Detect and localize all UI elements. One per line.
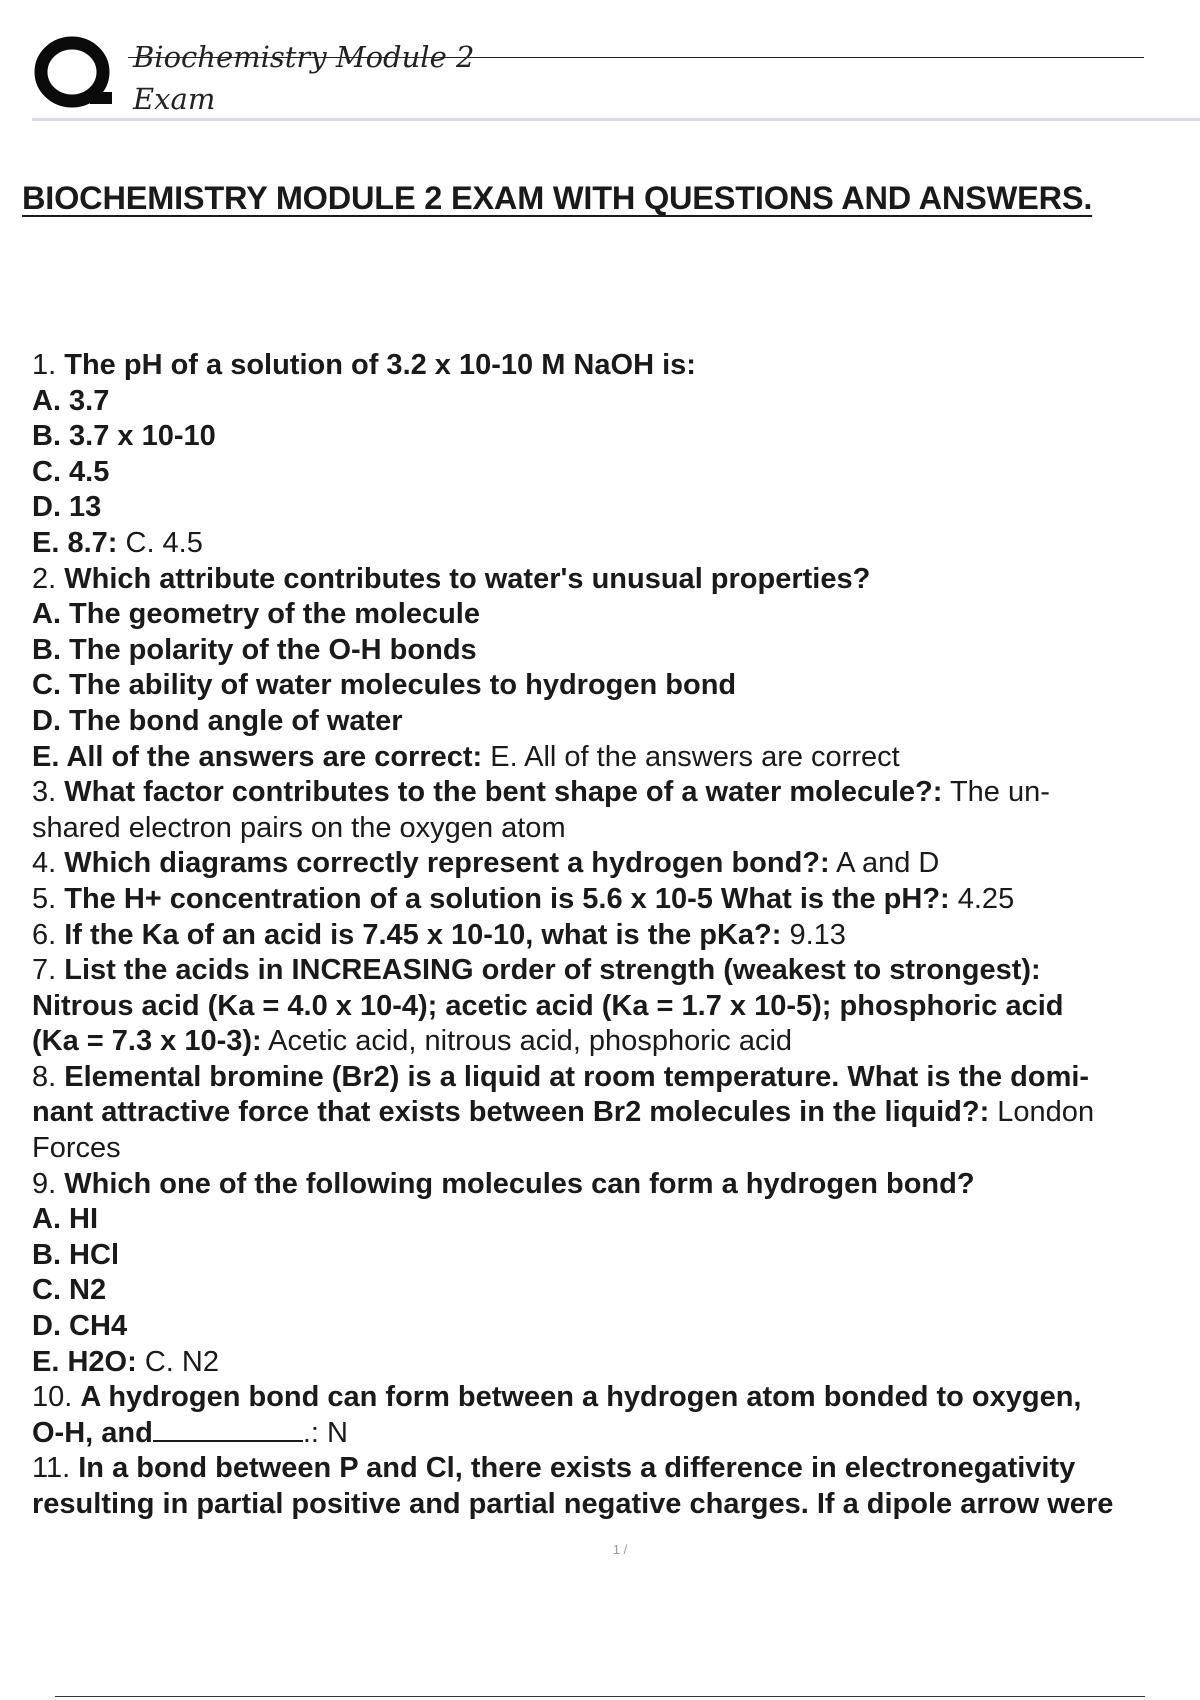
question-4 — [32, 846, 1192, 882]
question-6 — [32, 918, 1192, 954]
option: A. HI — [32, 1203, 99, 1236]
question-7 — [32, 953, 1192, 989]
question-text-continuation: O-H, and — [32, 1416, 153, 1449]
option: E. 8.7: — [32, 526, 118, 559]
answer-text: N — [327, 1416, 348, 1449]
option: E. All of the answers are correct: — [32, 740, 483, 773]
option: D. CH4 — [32, 1310, 128, 1343]
question-5 — [32, 882, 1192, 918]
question-number: 7. — [32, 954, 57, 987]
question-text: List the acids in INCREASING order of strength (weakest to strongest): — [64, 954, 1041, 987]
fill-in-blank — [153, 1418, 303, 1442]
footer-divider — [55, 1696, 1145, 1697]
answer-text: Acetic acid, nitrous acid, phosphoric acid — [268, 1025, 793, 1058]
header-title-line2: Exam — [133, 82, 216, 116]
option-with-answer — [32, 526, 1192, 562]
question-number: 1. — [32, 349, 57, 381]
option: E. H2O: — [32, 1345, 137, 1378]
answer-text: 4.25 — [957, 882, 1015, 915]
page-number: 1 / — [612, 1542, 628, 1557]
option: C. The ability of water molecules to hydrogen bond — [32, 669, 737, 702]
question-with-answer — [32, 1024, 1192, 1060]
question-number: 11. — [32, 1452, 71, 1485]
option-with-answer — [32, 740, 1192, 776]
question-number: 2. — [32, 562, 57, 595]
question-text: What factor contributes to the bent shape of a water molecule?: — [64, 776, 943, 809]
q-logo-icon — [32, 32, 116, 116]
question-number: 9. — [32, 1167, 57, 1200]
answer-text: A and D — [836, 847, 940, 880]
option: A. The geometry of the molecule — [32, 598, 480, 631]
answer-text: The un- — [949, 776, 1050, 809]
question-1 — [32, 348, 1192, 384]
question-text-continuation: (Ka = 7.3 x 10-3): — [32, 1025, 262, 1058]
header-title-line1: Biochemistry Module 2 — [133, 40, 475, 74]
header-divider — [32, 118, 1200, 121]
answer-continuation: Forces — [32, 1132, 121, 1165]
option: C. N2 — [32, 1274, 107, 1307]
option: A. 3.7 — [32, 384, 110, 417]
option: B. 3.7 x 10-10 — [32, 420, 216, 453]
answer-text: C. 4.5 — [125, 526, 203, 559]
question-text: Elemental bromine (Br2) is a liquid at room temperature. What is the domi- — [64, 1060, 1090, 1093]
answer-text: E. All of the answers are correct — [490, 740, 900, 773]
question-number: 4. — [32, 847, 57, 880]
option: C. 4.5 — [32, 455, 110, 488]
blank-suffix: .: — [302, 1416, 319, 1449]
question-text: If the Ka of an acid is 7.45 x 10-10, what is the pKa?: — [64, 918, 782, 951]
question-text: A hydrogen bond can form between a hydrogen atom bonded to oxygen, — [80, 1381, 1082, 1414]
question-text: Which one of the following molecules can form a hydrogen bond? — [64, 1167, 975, 1200]
answer-text: 9.13 — [789, 918, 846, 951]
question-number: 6. — [32, 918, 57, 951]
document-title: BIOCHEMISTRY MODULE 2 EXAM WITH QUESTIONS AND ANSWERS. — [22, 180, 1093, 216]
option: B. The polarity of the O-H bonds — [32, 633, 477, 666]
question-text: Which diagrams correctly represent a hydrogen bond?: — [64, 847, 830, 880]
question-text: In a bond between P and Cl, there exists a difference in electronegativity — [78, 1452, 1076, 1485]
question-9 — [32, 1167, 1192, 1203]
answer-text: C. N2 — [144, 1345, 219, 1378]
document-header — [0, 0, 1200, 125]
question-number: 10. — [32, 1381, 73, 1414]
question-text: The H+ concentration of a solution is 5.6 x 10-5 What is the pH?: — [64, 882, 950, 915]
question-text-continuation: Nitrous acid (Ka = 4.0 x 10-4); acetic acid (Ka = 1.7 x 10-5); phosphoric acid — [32, 989, 1064, 1022]
question-3 — [32, 775, 1192, 811]
question-11 — [32, 1451, 1192, 1487]
question-number: 8. — [32, 1060, 57, 1093]
question-text: The pH of a solution of 3.2 x 10-10 M NaOH is: — [64, 349, 696, 381]
option: D. The bond angle of water — [32, 704, 403, 737]
answer-continuation: shared electron pairs on the oxygen atom — [32, 811, 566, 844]
question-number: 3. — [32, 776, 57, 809]
question-2 — [32, 562, 1192, 598]
option-with-answer — [32, 1345, 1192, 1381]
question-text-continuation: nant attractive force that exists between Br2 molecules in the liquid?: — [32, 1096, 990, 1129]
option: D. 13 — [32, 491, 102, 524]
question-text-continuation: resulting in partial positive and partial negative charges. If a dipole arrow were — [32, 1488, 1114, 1520]
question-with-answer — [32, 1416, 1192, 1452]
answer-text: London — [997, 1096, 1095, 1129]
question-number: 5. — [32, 882, 57, 915]
question-8 — [32, 1060, 1192, 1096]
question-text: Which attribute contributes to water's unusual properties? — [64, 562, 871, 595]
qa-list — [32, 348, 1192, 1523]
question-10 — [32, 1380, 1192, 1416]
question-with-answer — [32, 1095, 1192, 1131]
option: B. HCl — [32, 1238, 119, 1271]
